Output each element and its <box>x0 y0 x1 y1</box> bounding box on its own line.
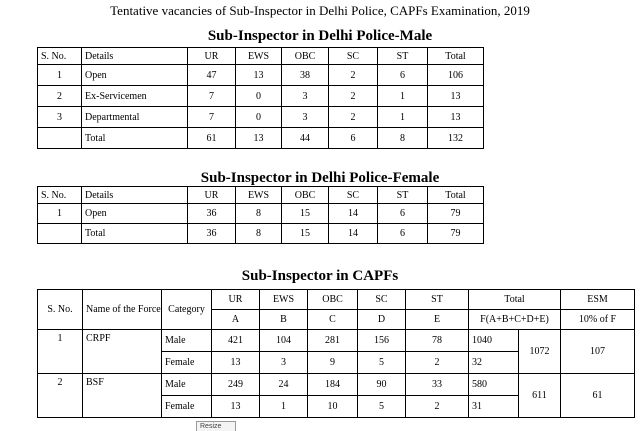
table-cell: 44 <box>282 128 329 149</box>
value-cell: 2 <box>406 396 469 418</box>
value-cell: 10 <box>308 396 358 418</box>
value-cell: 9 <box>308 352 358 374</box>
combined-total-cell: 611 <box>519 374 561 418</box>
male-vacancy-table <box>37 47 484 149</box>
table-cell: 13 <box>236 65 282 86</box>
column-header: ST <box>378 187 428 204</box>
capf-vacancy-table <box>37 289 635 418</box>
table-cell: 7 <box>188 86 236 107</box>
esm-cell: 107 <box>561 330 635 374</box>
value-cell: 1 <box>260 396 308 418</box>
value-cell: 5 <box>358 396 406 418</box>
capf-header-ur: UR <box>212 290 260 310</box>
column-header: EWS <box>236 187 282 204</box>
table-cell: 13 <box>236 128 282 149</box>
table-cell: 6 <box>378 204 428 224</box>
table-cell: 13 <box>428 107 484 128</box>
table-cell: 132 <box>428 128 484 149</box>
table-cell: Open <box>82 65 188 86</box>
value-cell: 104 <box>260 330 308 352</box>
table-cell: 8 <box>378 128 428 149</box>
table-cell: 1 <box>378 86 428 107</box>
female-vacancy-table <box>37 186 484 244</box>
category-cell: Female <box>162 352 212 374</box>
male-section-title: Sub-Inspector in Delhi Police-Male <box>207 28 433 44</box>
value-cell: 5 <box>358 352 406 374</box>
table-row <box>38 65 484 86</box>
column-header: S. No. <box>38 187 82 204</box>
capf-header-esm: ESM <box>561 290 635 310</box>
table-cell: 3 <box>282 86 329 107</box>
value-cell: 2 <box>406 352 469 374</box>
table-cell: 14 <box>329 224 378 244</box>
force-sno: 1 <box>38 330 83 374</box>
capf-header-sno: S. No. <box>38 290 83 330</box>
table-cell: 6 <box>378 65 428 86</box>
capf-letter-c: C <box>308 310 358 330</box>
combined-total-cell: 1072 <box>519 330 561 374</box>
table-cell: 1 <box>38 65 82 86</box>
value-cell: 13 <box>212 352 260 374</box>
capf-section-title: Sub-Inspector in CAPFs <box>241 268 399 284</box>
category-cell: Male <box>162 374 212 396</box>
table-row <box>38 86 484 107</box>
capf-header-st: ST <box>406 290 469 310</box>
column-header: OBC <box>282 48 329 65</box>
table-cell: 2 <box>329 107 378 128</box>
column-header: EWS <box>236 48 282 65</box>
value-cell: 90 <box>358 374 406 396</box>
capf-header-total: Total <box>469 290 561 310</box>
table-cell: 36 <box>188 224 236 244</box>
table-cell: 79 <box>428 204 484 224</box>
capf-letter-a: A <box>212 310 260 330</box>
table-cell: 2 <box>329 86 378 107</box>
table-row <box>38 330 635 352</box>
table-cell: 61 <box>188 128 236 149</box>
value-cell: 33 <box>406 374 469 396</box>
column-header: SC <box>329 187 378 204</box>
value-cell: 78 <box>406 330 469 352</box>
column-header: Details <box>82 48 188 65</box>
force-name: BSF <box>83 374 162 418</box>
capf-letter-e: E <box>406 310 469 330</box>
resize-tab[interactable]: Resize <box>196 421 236 431</box>
table-cell <box>38 128 82 149</box>
row-total-cell: 580 <box>469 374 519 396</box>
table-cell: 3 <box>282 107 329 128</box>
table-row <box>38 204 484 224</box>
capf-header-obc: OBC <box>308 290 358 310</box>
column-header: S. No. <box>38 48 82 65</box>
column-header: Total <box>428 187 484 204</box>
table-cell: 106 <box>428 65 484 86</box>
value-cell: 421 <box>212 330 260 352</box>
esm-cell: 61 <box>561 374 635 418</box>
table-cell: Total <box>82 128 188 149</box>
value-cell: 249 <box>212 374 260 396</box>
table-header-row <box>38 48 484 65</box>
force-sno: 2 <box>38 374 83 418</box>
value-cell: 13 <box>212 396 260 418</box>
table-cell: 38 <box>282 65 329 86</box>
column-header: ST <box>378 48 428 65</box>
capf-letter-d: D <box>358 310 406 330</box>
table-cell: 2 <box>38 86 82 107</box>
table-cell: 13 <box>428 86 484 107</box>
table-header-row <box>38 187 484 204</box>
column-header: SC <box>329 48 378 65</box>
capf-header-ews: EWS <box>260 290 308 310</box>
value-cell: 156 <box>358 330 406 352</box>
table-cell: 36 <box>188 204 236 224</box>
table-cell: Total <box>82 224 188 244</box>
row-total-cell: 31 <box>469 396 519 418</box>
table-cell: 0 <box>236 107 282 128</box>
table-cell: 47 <box>188 65 236 86</box>
table-cell: 1 <box>378 107 428 128</box>
table-cell: 15 <box>282 204 329 224</box>
force-name: CRPF <box>83 330 162 374</box>
table-cell: 8 <box>236 224 282 244</box>
column-header: Details <box>82 187 188 204</box>
column-header: UR <box>188 48 236 65</box>
column-header: UR <box>188 187 236 204</box>
table-cell: Open <box>82 204 188 224</box>
value-cell: 281 <box>308 330 358 352</box>
table-cell: 6 <box>329 128 378 149</box>
table-cell: Ex-Servicemen <box>82 86 188 107</box>
table-cell: 2 <box>329 65 378 86</box>
capf-letter-b: B <box>260 310 308 330</box>
table-row <box>38 374 635 396</box>
table-cell: 6 <box>378 224 428 244</box>
table-cell: Departmental <box>82 107 188 128</box>
row-total-cell: 1040 <box>469 330 519 352</box>
table-cell: 7 <box>188 107 236 128</box>
column-header: OBC <box>282 187 329 204</box>
table-cell: 0 <box>236 86 282 107</box>
column-header: Total <box>428 48 484 65</box>
table-cell: 8 <box>236 204 282 224</box>
table-cell <box>38 224 82 244</box>
table-cell: 3 <box>38 107 82 128</box>
document-title: Tentative vacancies of Sub-Inspector in Delhi Police, CAPFs Examination, 2019 <box>110 3 530 18</box>
table-cell: 15 <box>282 224 329 244</box>
female-section-title: Sub-Inspector in Delhi Police-Female <box>200 170 440 186</box>
category-cell: Female <box>162 396 212 418</box>
value-cell: 3 <box>260 352 308 374</box>
row-total-cell: 32 <box>469 352 519 374</box>
table-row <box>38 224 484 244</box>
table-row <box>38 107 484 128</box>
table-cell: 14 <box>329 204 378 224</box>
capf-total-formula: F(A+B+C+D+E) <box>469 310 561 330</box>
category-cell: Male <box>162 330 212 352</box>
capf-esm-formula: 10% of F <box>561 310 635 330</box>
capf-header-sc: SC <box>358 290 406 310</box>
value-cell: 184 <box>308 374 358 396</box>
value-cell: 24 <box>260 374 308 396</box>
table-cell: 1 <box>38 204 82 224</box>
table-cell: 79 <box>428 224 484 244</box>
table-row <box>38 128 484 149</box>
capf-header-force: Name of the Force <box>83 290 162 330</box>
capf-header-category: Category <box>162 290 212 330</box>
